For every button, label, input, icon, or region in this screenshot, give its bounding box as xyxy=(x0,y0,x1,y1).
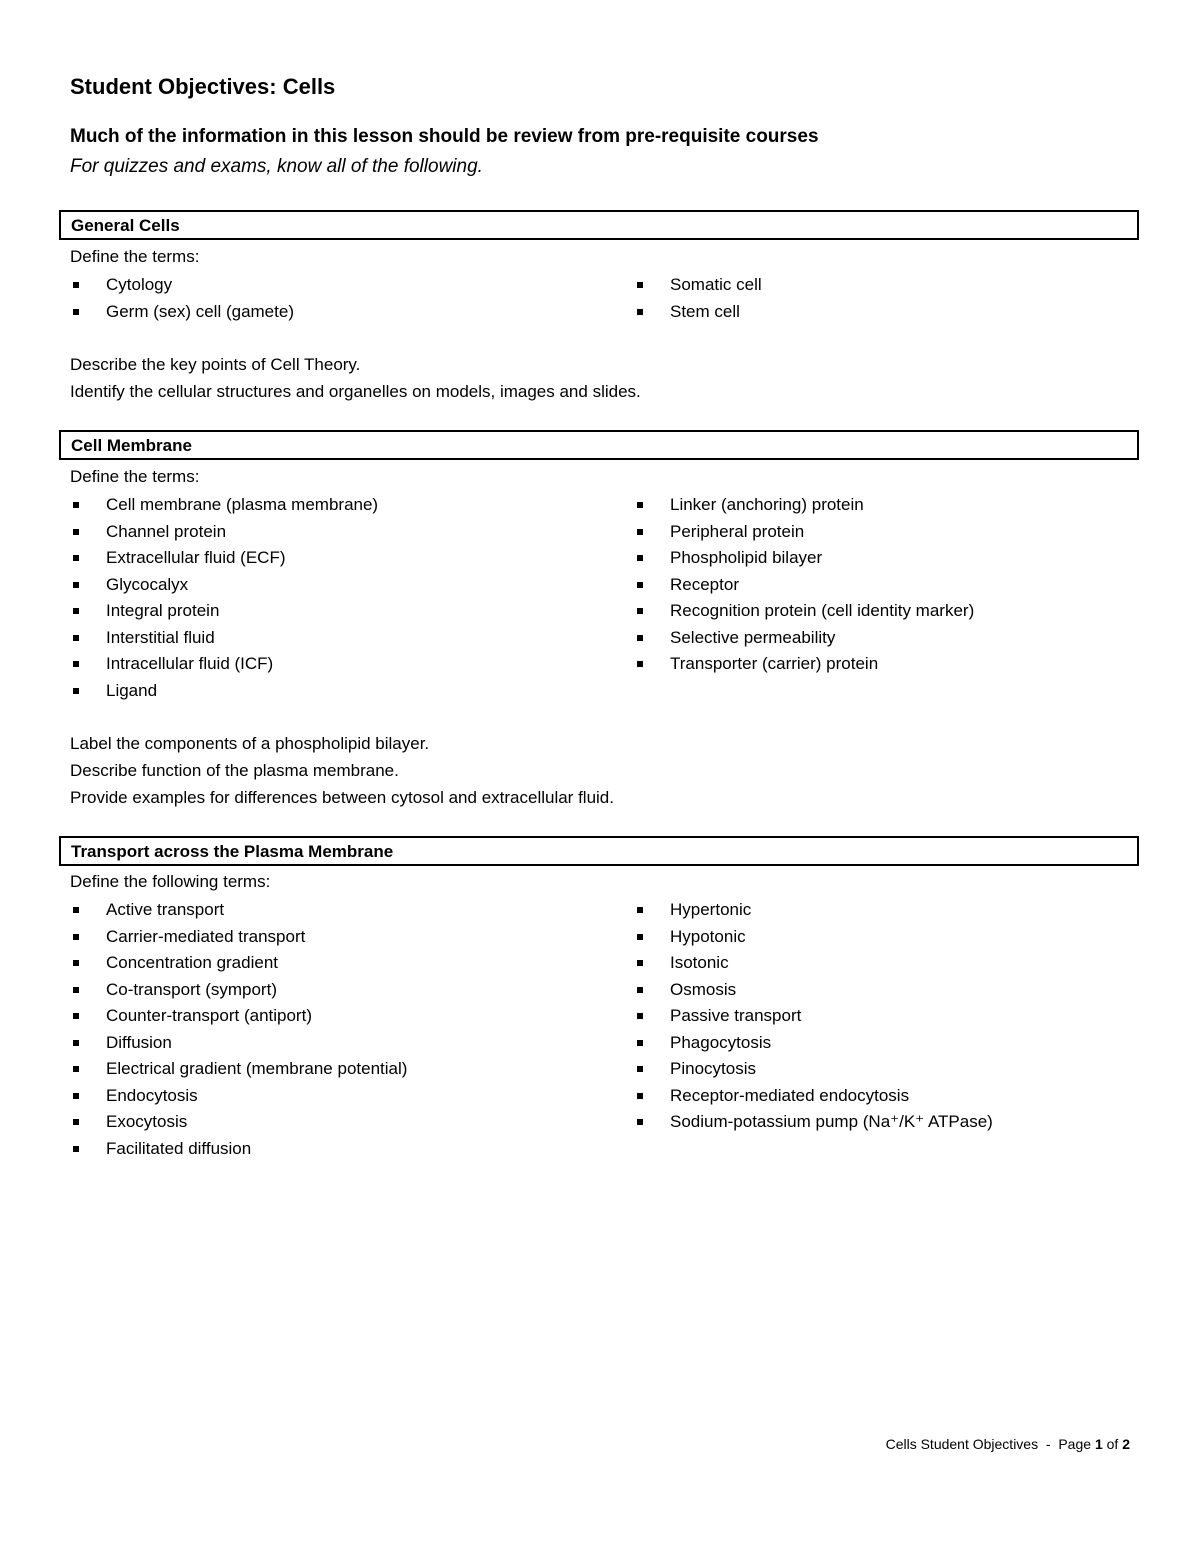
term-item xyxy=(70,1109,407,1136)
square-bullet-icon xyxy=(637,661,643,667)
page-title: Student Objectives: Cells xyxy=(70,74,336,99)
term-list-left xyxy=(70,897,407,1162)
term-text: Somatic cell xyxy=(670,275,762,294)
term-text: Hypotonic xyxy=(670,926,746,946)
square-bullet-icon xyxy=(637,555,643,561)
term-text: Receptor xyxy=(670,574,739,594)
term-item xyxy=(634,598,974,625)
term-list-right xyxy=(634,272,762,325)
term-item xyxy=(634,572,974,599)
term-text: Intracellular fluid (ICF) xyxy=(106,654,274,673)
term-text: Transporter (carrier) protein xyxy=(670,654,879,673)
square-bullet-icon xyxy=(73,1066,79,1072)
term-text: Recognition protein (cell identity marker) xyxy=(670,601,975,620)
footer-page-total: 2 xyxy=(1122,1436,1130,1452)
term-item xyxy=(70,977,407,1004)
term-item xyxy=(70,678,378,705)
term-text: Co-transport (symport) xyxy=(106,979,277,999)
term-text: Peripheral protein xyxy=(670,521,805,541)
square-bullet-icon xyxy=(637,582,643,588)
square-bullet-icon xyxy=(73,1093,79,1099)
term-text: Stem cell xyxy=(670,301,740,321)
objective-text: Describe the key points of Cell Theory. xyxy=(70,355,361,374)
term-item xyxy=(70,1083,407,1110)
square-bullet-icon xyxy=(637,635,643,641)
term-item xyxy=(634,545,974,572)
term-item xyxy=(70,897,407,924)
term-text: Counter-transport (antiport) xyxy=(106,1006,312,1025)
term-text: Cell membrane (plasma membrane) xyxy=(106,495,379,514)
page-footer xyxy=(886,1436,1130,1452)
section-heading-transport: Transport across the Plasma Membrane xyxy=(59,836,1139,866)
term-text: Interstitial fluid xyxy=(106,627,215,647)
term-list-right xyxy=(634,492,974,678)
term-list-left xyxy=(70,272,294,325)
footer-page-current: 1 xyxy=(1094,1436,1103,1452)
square-bullet-icon xyxy=(637,309,643,315)
term-item xyxy=(70,625,378,652)
term-text: Endocytosis xyxy=(106,1085,198,1105)
term-item xyxy=(70,651,378,678)
footer-separator: - xyxy=(1045,1436,1051,1452)
square-bullet-icon xyxy=(73,582,79,588)
term-item xyxy=(70,598,378,625)
term-item xyxy=(634,1083,993,1110)
section-heading-cell-membrane: Cell Membrane xyxy=(59,430,1139,460)
square-bullet-icon xyxy=(73,661,79,667)
square-bullet-icon xyxy=(73,987,79,993)
square-bullet-icon xyxy=(637,1093,643,1099)
term-list-right xyxy=(634,897,993,1136)
square-bullet-icon xyxy=(73,309,79,315)
section-heading-general-cells: General Cells xyxy=(59,210,1139,240)
term-text: Integral protein xyxy=(106,601,220,620)
term-text: Pinocytosis xyxy=(670,1059,756,1078)
footer-of-word: of xyxy=(1106,1436,1119,1452)
square-bullet-icon xyxy=(637,934,643,940)
term-item xyxy=(634,1056,993,1083)
term-item xyxy=(634,924,993,951)
square-bullet-icon xyxy=(73,688,79,694)
square-bullet-icon xyxy=(73,282,79,288)
square-bullet-icon xyxy=(637,282,643,288)
term-list-left xyxy=(70,492,378,704)
term-item xyxy=(634,492,974,519)
term-text: Linker (anchoring) protein xyxy=(670,495,864,514)
term-item xyxy=(70,572,378,599)
footer-page-word: Page xyxy=(1058,1436,1092,1452)
term-text: Facilitated diffusion xyxy=(106,1138,252,1158)
term-text: Passive transport xyxy=(670,1006,802,1025)
term-text: Hypertonic xyxy=(670,900,752,919)
square-bullet-icon xyxy=(73,960,79,966)
term-item xyxy=(634,897,993,924)
term-text: Concentration gradient xyxy=(106,953,279,972)
page-subtitle: Much of the information in this lesson should be review from pre-requisite courses xyxy=(70,126,819,147)
term-item xyxy=(634,625,974,652)
term-text: Carrier-mediated transport xyxy=(106,926,306,946)
term-item xyxy=(634,651,974,678)
term-text: Active transport xyxy=(106,900,225,919)
define-label: Define the following terms: xyxy=(70,872,271,891)
term-item xyxy=(634,299,762,326)
objective-text: Describe function of the plasma membrane. xyxy=(70,761,399,780)
term-item xyxy=(634,1030,993,1057)
square-bullet-icon xyxy=(73,1119,79,1125)
square-bullet-icon xyxy=(73,1146,79,1152)
term-item xyxy=(70,1136,407,1163)
term-item xyxy=(634,519,974,546)
term-text: Phagocytosis xyxy=(670,1032,772,1052)
term-item xyxy=(70,299,294,326)
term-item xyxy=(634,950,993,977)
square-bullet-icon xyxy=(73,529,79,535)
term-item xyxy=(634,977,993,1004)
footer-label: Cells Student Objectives xyxy=(885,1436,1039,1452)
term-text: Isotonic xyxy=(670,953,729,972)
square-bullet-icon xyxy=(73,635,79,641)
square-bullet-icon xyxy=(637,1119,643,1125)
term-text: Ligand xyxy=(106,680,158,700)
term-text: Electrical gradient (membrane potential) xyxy=(106,1059,408,1078)
term-text: Exocytosis xyxy=(106,1112,188,1131)
term-item xyxy=(70,545,378,572)
square-bullet-icon xyxy=(637,907,643,913)
square-bullet-icon xyxy=(73,1040,79,1046)
term-item xyxy=(634,1003,993,1030)
page-instruction: For quizzes and exams, know all of the following. xyxy=(70,156,483,177)
term-text: Phospholipid bilayer xyxy=(670,548,823,567)
square-bullet-icon xyxy=(73,555,79,561)
term-item xyxy=(70,519,378,546)
term-text: Germ (sex) cell (gamete) xyxy=(106,301,294,321)
term-text: Extracellular fluid (ECF) xyxy=(106,548,286,567)
objective-text: Identify the cellular structures and organelles on models, images and slides. xyxy=(70,382,641,401)
term-text: Diffusion xyxy=(106,1032,172,1052)
term-item xyxy=(70,924,407,951)
term-item xyxy=(634,1109,993,1136)
term-item xyxy=(70,1030,407,1057)
term-item xyxy=(70,950,407,977)
term-text: Osmosis xyxy=(670,979,737,999)
square-bullet-icon xyxy=(73,608,79,614)
square-bullet-icon xyxy=(637,1013,643,1019)
square-bullet-icon xyxy=(73,502,79,508)
square-bullet-icon xyxy=(73,907,79,913)
term-text: Glycocalyx xyxy=(106,574,189,594)
term-text: Selective permeability xyxy=(670,627,836,647)
objective-text: Provide examples for differences between cytosol and extracellular fluid. xyxy=(70,788,614,807)
square-bullet-icon xyxy=(637,502,643,508)
square-bullet-icon xyxy=(637,987,643,993)
square-bullet-icon xyxy=(637,960,643,966)
term-item xyxy=(70,1003,407,1030)
square-bullet-icon xyxy=(637,608,643,614)
term-text: Cytology xyxy=(106,275,173,294)
term-item xyxy=(70,272,294,299)
define-label: Define the terms: xyxy=(70,467,200,486)
term-item xyxy=(70,1056,407,1083)
term-item xyxy=(634,272,762,299)
term-text: Sodium-potassium pump (Na⁺/K⁺ ATPase) xyxy=(670,1112,993,1131)
term-text: Channel protein xyxy=(106,521,227,541)
square-bullet-icon xyxy=(73,1013,79,1019)
term-item xyxy=(70,492,378,519)
square-bullet-icon xyxy=(73,934,79,940)
define-label: Define the terms: xyxy=(70,247,200,266)
square-bullet-icon xyxy=(637,529,643,535)
square-bullet-icon xyxy=(637,1040,643,1046)
objective-text: Label the components of a phospholipid bilayer. xyxy=(70,734,430,753)
term-text: Receptor-mediated endocytosis xyxy=(670,1085,910,1105)
square-bullet-icon xyxy=(637,1066,643,1072)
